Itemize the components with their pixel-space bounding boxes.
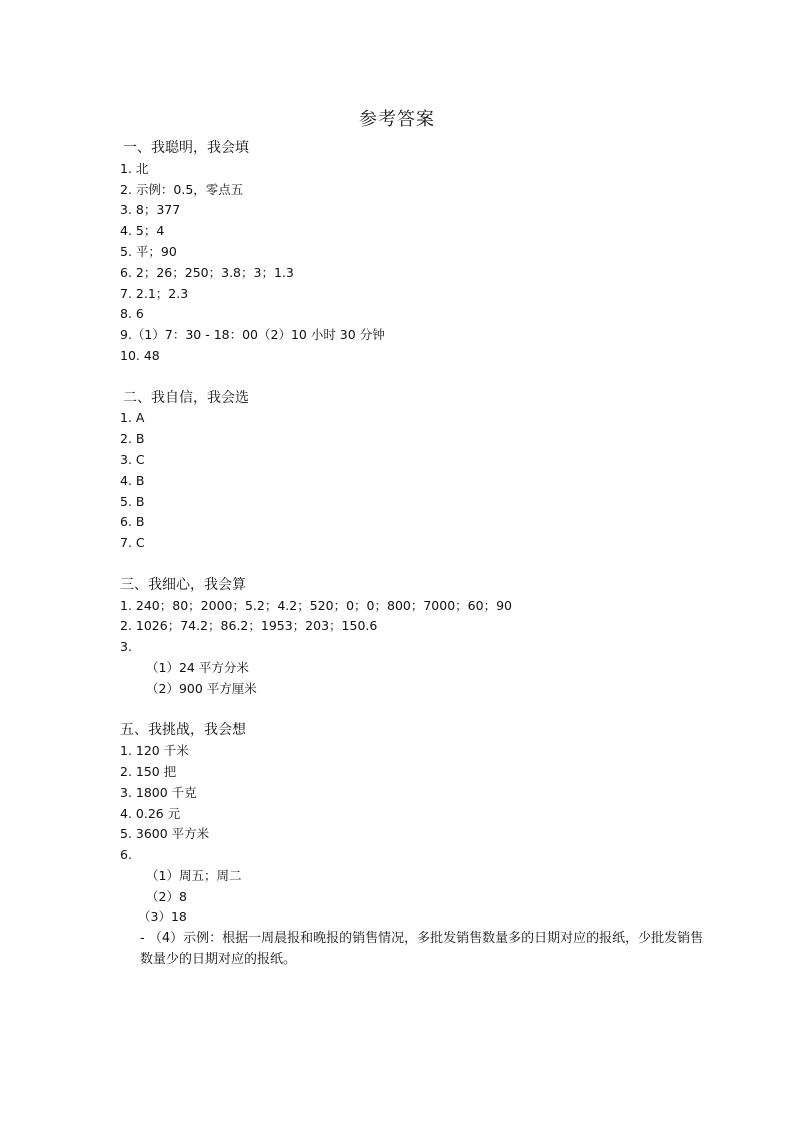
answer-line: 8. 6 <box>120 306 144 322</box>
answer-line: 2. 150 把 <box>120 763 177 779</box>
answer-line: 2. 1026；74.2；86.2；1953；203；150.6 <box>120 618 378 634</box>
answer-line: 5. B <box>120 493 145 509</box>
answer-line: 4. 5；4 <box>120 223 165 239</box>
answer-line: 2. 示例：0.5，零点五 <box>120 181 244 197</box>
sub-answer-line: （1）24 平方分米 <box>146 659 249 675</box>
answer-line: 3. <box>120 639 132 655</box>
answer-line: 7. C <box>120 535 145 551</box>
answer-line: 5. 3600 平方米 <box>120 826 210 842</box>
answer-line: 3. 8；377 <box>120 202 181 218</box>
answer-line: 1. 240；80；2000；5.2；4.2；520；0；0；800；7000；60；90 <box>120 597 512 613</box>
answer-line: 1. 120 千米 <box>120 743 189 759</box>
sub-answer-line: （2）8 <box>146 888 187 904</box>
section-heading: 一、我聪明，我会填 <box>123 140 249 156</box>
answer-line: 6. B <box>120 514 145 530</box>
answer-line: 10. 48 <box>120 347 160 363</box>
spacer <box>120 700 700 721</box>
answer-line: 9.（1）7：30 - 18：00（2）10 小时 30 分钟 <box>120 327 385 343</box>
answer-line: 6. <box>120 847 132 863</box>
answer-paragraph: - （4）示例：根据一周晨报和晚报的销售情况，多批发销售数量多的日期对应的报纸，少批发销售数量少的日期对应的报纸。 <box>140 931 704 968</box>
section-heading: 五、我挑战，我会想 <box>120 722 246 739</box>
answer-content <box>120 138 704 970</box>
sub-answer-line: （3）18 <box>138 909 187 925</box>
answer-line: 1. 北 <box>120 160 149 176</box>
spacer <box>120 367 700 388</box>
section-heading: 二、我自信，我会选 <box>123 389 249 406</box>
answer-line: 2. B <box>120 431 145 447</box>
answer-line: 1. A <box>120 410 145 426</box>
spacer <box>120 554 700 575</box>
answer-line: 7. 2.1；2.3 <box>120 285 189 301</box>
page-title: 参考答案 <box>359 109 435 130</box>
sub-answer-line: （1）周五；周二 <box>146 867 242 883</box>
answer-line: 4. 0.26 元 <box>120 805 181 821</box>
answer-line: 4. B <box>120 472 145 488</box>
answer-line: 3. C <box>120 451 145 467</box>
sub-answer-line: （2）900 平方厘米 <box>146 680 257 696</box>
section-heading: 三、我细心，我会算 <box>120 576 246 593</box>
answer-line: 6. 2；26；250；3.8；3；1.3 <box>120 264 294 280</box>
answer-line: 5. 平；90 <box>120 243 177 259</box>
answer-line: 3. 1800 千克 <box>120 784 197 800</box>
